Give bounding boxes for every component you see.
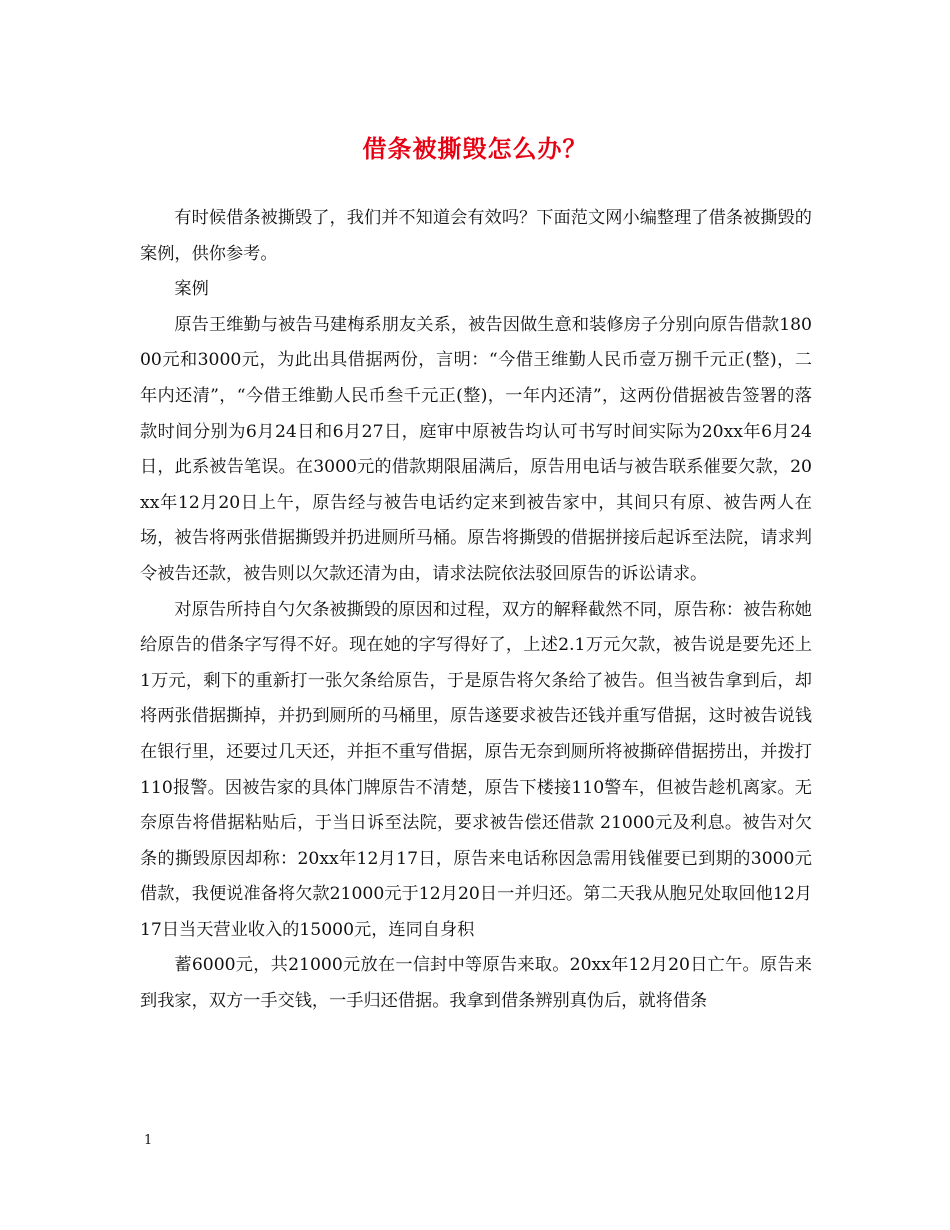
paragraph-defendant-account: 蓄6000元，共21000元放在一信封中等原告来取。20xx年12月20日亡午。原告来到我家，双方一手交钱，一手归还借据。我拿到借条辨别真伪后，就将借条 bbox=[140, 955, 812, 1012]
paragraph-disputed-accounts: 对原告所持自勺欠条被撕毁的原因和过程，双方的解释截然不同，原告称：被告称她给原告的借条字写得不好。现在她的字写得好了，上述2.1万元欠款，被告说是要先还上1万元，剩下的重新打一张欠条给原告，于是原告将欠条给了被告。但当被告拿到后，却将两张借据撕掉，并扔到厕所的马桶里，原告遂要求被告还钱并重写借据，这时被告说钱在银行里，还要过几天还，并拒不重写借据，原告无奈到厕所将被撕碎借据捞出，并拨打110报警。因被告家的具体门牌原告不清楚，原告下楼接110警车，但被告趁机离家。无奈原告将借据粘贴后，于当日诉至法院，要求被告偿还借款 21000元及利息。被告对欠条的撕毁原因却称：20xx年12月17日，原告来电话称因急需用钱催要已到期的3000元借款，我便说准备将欠款21000元于12月20日一并归还。第二天我从胞兄处取回他12月17日当天营业收入的15000元，连同自身积 bbox=[140, 599, 812, 940]
paragraph-intro: 有时候借条被撕毁了，我们并不知道会有效吗？下面范文网小编整理了借条被撕毁的案例，供你参考。 bbox=[140, 208, 812, 264]
paragraph-case-heading: 案例 bbox=[174, 279, 209, 300]
paragraph-case-facts: 原告王维勤与被告马建梅系朋友关系，被告因做生意和装修房子分别向原告借款18000元和3000元，为此出具借据两份，言明：“今借王维勤人民币壹万捌千元正(整)，二年内还清”，“今借王维勤人民币叁千元正(整)，一年内还清”，这两份借据被告签署的落款时间分别为6月24日和6月27日，庭审中原被告均认可书写时间实际为20xx年6月24日，此系被告笔误。在3000元的借款期限届满后，原告用电话与被告联系催要欠款，20xx年12月20日上午，原告经与被告电话约定来到被告家中，其间只有原、被告两人在场，被告将两张借据撕毁并扔进厕所马桶。原告将撕毁的借据拼接后起诉至法院，请求判令被告还款，被告则以欠款还清为由，请求法院依法驳回原告的诉讼请求。 bbox=[140, 314, 812, 584]
document-title: 借条被撕毁怎么办？ bbox=[362, 134, 588, 163]
document-body bbox=[140, 201, 812, 1020]
page-number: 1 bbox=[144, 1133, 153, 1148]
